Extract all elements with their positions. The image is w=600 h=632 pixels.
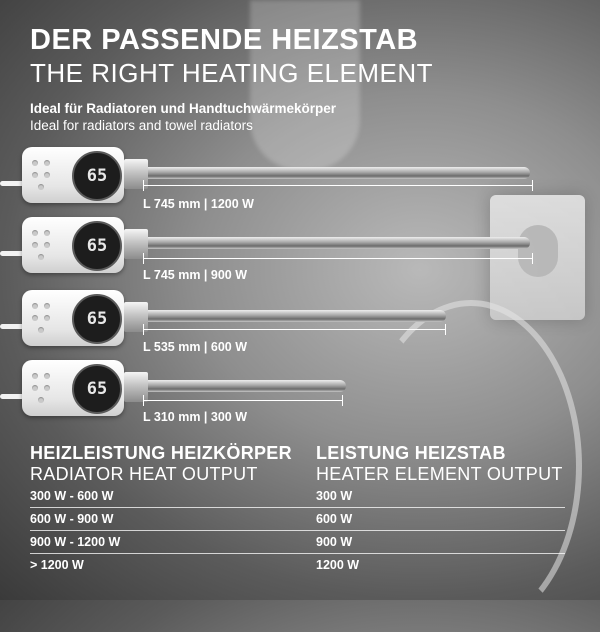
temperature-display-icon: 65 xyxy=(72,294,122,344)
length-dimension-line xyxy=(143,258,533,259)
table-row-element: 600 W xyxy=(316,512,353,526)
heater-spec-label: L 745 mm | 1200 W xyxy=(143,197,254,211)
control-housing xyxy=(22,290,124,346)
control-buttons-icon xyxy=(32,303,62,333)
col-element-title-en: HEATER ELEMENT OUTPUT xyxy=(316,464,563,484)
col-radiator-title-en: RADIATOR HEAT OUTPUT xyxy=(30,464,258,484)
heater-spec-label: L 310 mm | 300 W xyxy=(143,410,248,424)
heating-rod xyxy=(148,380,346,392)
connector-collar xyxy=(124,372,148,402)
temperature-display-icon: 65 xyxy=(72,364,122,414)
table-row-radiator: 900 W - 1200 W xyxy=(30,535,121,549)
col-element-title-de: LEISTUNG HEIZSTAB xyxy=(316,443,506,463)
col-radiator-title-de: HEIZLEISTUNG HEIZKÖRPER xyxy=(30,443,292,463)
length-dimension-line xyxy=(143,185,533,186)
connector-collar xyxy=(124,229,148,259)
heater-spec-label: L 535 mm | 600 W xyxy=(143,340,248,354)
ideal-for-de: Ideal für Radiatoren und Handtuchwärmekörper xyxy=(30,101,337,116)
length-dimension-line xyxy=(143,400,343,401)
control-housing xyxy=(22,147,124,203)
control-housing xyxy=(22,360,124,416)
connector-collar xyxy=(124,302,148,332)
length-dimension-line xyxy=(143,329,446,330)
heating-rod xyxy=(148,237,530,249)
headline-en: THE RIGHT HEATING ELEMENT xyxy=(30,58,434,88)
table-divider xyxy=(30,553,565,554)
table-divider xyxy=(30,507,565,508)
headline-de: DER PASSENDE HEIZSTAB xyxy=(30,24,419,56)
temperature-display-icon: 65 xyxy=(72,151,122,201)
table-row-element: 900 W xyxy=(316,535,353,549)
control-buttons-icon xyxy=(32,160,62,190)
table-row-element: 300 W xyxy=(316,489,353,503)
table-divider xyxy=(30,530,565,531)
table-row-radiator: > 1200 W xyxy=(30,558,84,572)
heater-element-1 xyxy=(0,147,540,207)
heating-rod xyxy=(148,310,446,322)
heater-element-2 xyxy=(0,217,540,277)
table-row-radiator: 600 W - 900 W xyxy=(30,512,114,526)
heater-spec-label: L 745 mm | 900 W xyxy=(143,268,248,282)
control-buttons-icon xyxy=(32,373,62,403)
temperature-display-icon: 65 xyxy=(72,221,122,271)
control-buttons-icon xyxy=(32,230,62,260)
heating-rod xyxy=(148,167,530,179)
table-row-element: 1200 W xyxy=(316,558,360,572)
ideal-for-en: Ideal for radiators and towel radiators xyxy=(30,118,253,133)
control-housing xyxy=(22,217,124,273)
table-row-radiator: 300 W - 600 W xyxy=(30,489,114,503)
